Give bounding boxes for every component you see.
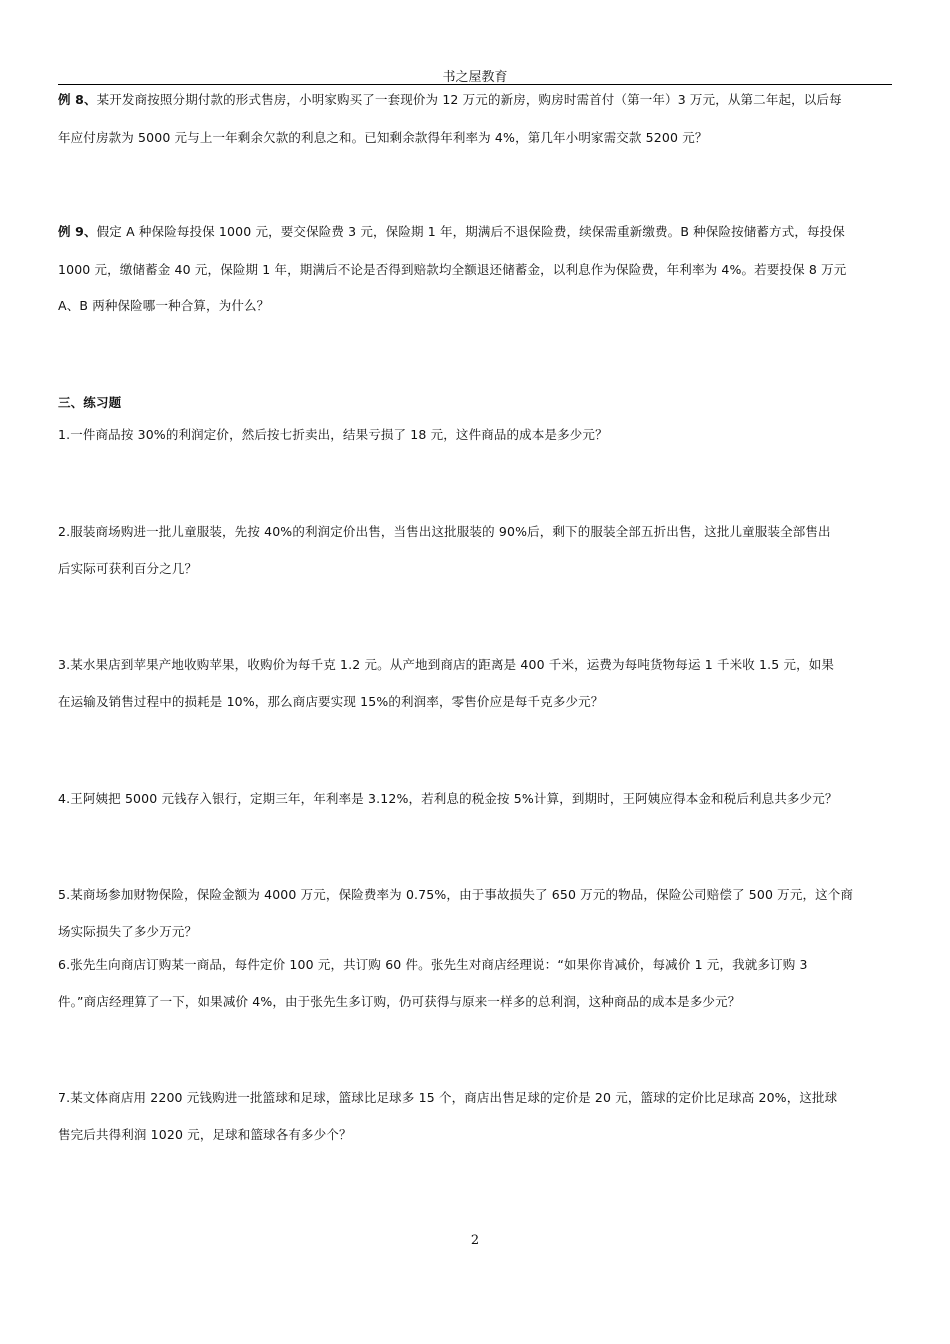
page-number: 2 <box>470 1233 480 1248</box>
exercise-4-line-1: 4.王阿姨把 5000 元钱存入银行，定期三年，年利率是 3.12%，若利息的税金按 5%计算，到期时，王阿姨应得本金和税后利息共多少元？ <box>58 791 838 806</box>
page-header: 书之屋教育 <box>442 70 508 85</box>
exercise-3-line-1: 3.某水果店到苹果产地收购苹果，收购价为每千克 1.2 元。从产地到商店的距离是 400 千米，运费为每吨货物每运 1 千米收 1.5 元，如果 <box>58 657 835 672</box>
exercise-2-line-1: 2.服装商场购进一批儿童服装，先按 40%的利润定价出售，当售出这批服装的 90%后，剩下的服装全部五折出售，这批儿童服装全部售出 <box>58 524 831 539</box>
exercise-6-line-2: 件。”商店经理算了一下，如果减价 4%，由于张先生多订购，仍可获得与原来一样多的总利润，这种商品的成本是多少元？ <box>58 994 741 1009</box>
exercise-2-line-2: 后实际可获利百分之几？ <box>58 561 198 576</box>
example-9-line-3: A、B 两种保险哪一种合算，为什么？ <box>58 298 270 313</box>
example-9-label: 例 9、 <box>58 224 97 239</box>
exercise-6-line-1: 6.张先生向商店订购某一商品，每件定价 100 元，共订购 60 件。张先生对商店经理说：“如果你肯减价，每减价 1 元，我就多订购 3 <box>58 957 808 972</box>
exercise-7-line-2: 售完后共得利润 1020 元，足球和篮球各有多少个？ <box>58 1127 352 1142</box>
exercise-3-line-2: 在运输及销售过程中的损耗是 10%，那么商店要实现 15%的利润率，零售价应是每千克多少元？ <box>58 694 604 709</box>
example-8-line-1: 例 8、某开发商按照分期付款的形式售房，小明家购买了一套现价为 12 万元的新房，购房时需首付（第一年）3 万元，从第二年起，以后每 <box>58 92 842 107</box>
header-divider <box>58 84 892 85</box>
example-9-line-2: 1000 元，缴储蓄金 40 元，保险期 1 年，期满后不论是否得到赔款均全额退还储蓄金，以利息作为保险费，年利率为 4%。若要投保 8 万元 <box>58 262 847 277</box>
exercise-5-line-2: 场实际损失了多少万元？ <box>58 924 198 939</box>
example-8-label: 例 8、 <box>58 92 97 107</box>
exercise-1-line-1: 1.一件商品按 30%的利润定价，然后按七折卖出，结果亏损了 18 元，这件商品的成本是多少元？ <box>58 427 608 442</box>
exercise-7-line-1: 7.某文体商店用 2200 元钱购进一批篮球和足球，篮球比足球多 15 个，商店出售足球的定价是 20 元，篮球的定价比足球高 20%，这批球 <box>58 1090 838 1105</box>
example-8-line-2: 年应付房款为 5000 元与上一年剩余欠款的利息之和。已知剩余款得年利率为 4%，第几年小明家需交款 5200 元？ <box>58 130 708 145</box>
example-9-line-1: 例 9、假定 A 种保险每投保 1000 元，要交保险费 3 元，保险期 1 年，期满后不退保险费，续保需重新缴费。B 种保险按储蓄方式，每投保 <box>58 224 845 239</box>
exercise-5-line-1: 5.某商场参加财物保险，保险金额为 4000 万元，保险费率为 0.75%，由于事故损失了 650 万元的物品，保险公司赔偿了 500 万元，这个商 <box>58 887 854 902</box>
section-title: 三、练习题 <box>58 395 122 410</box>
